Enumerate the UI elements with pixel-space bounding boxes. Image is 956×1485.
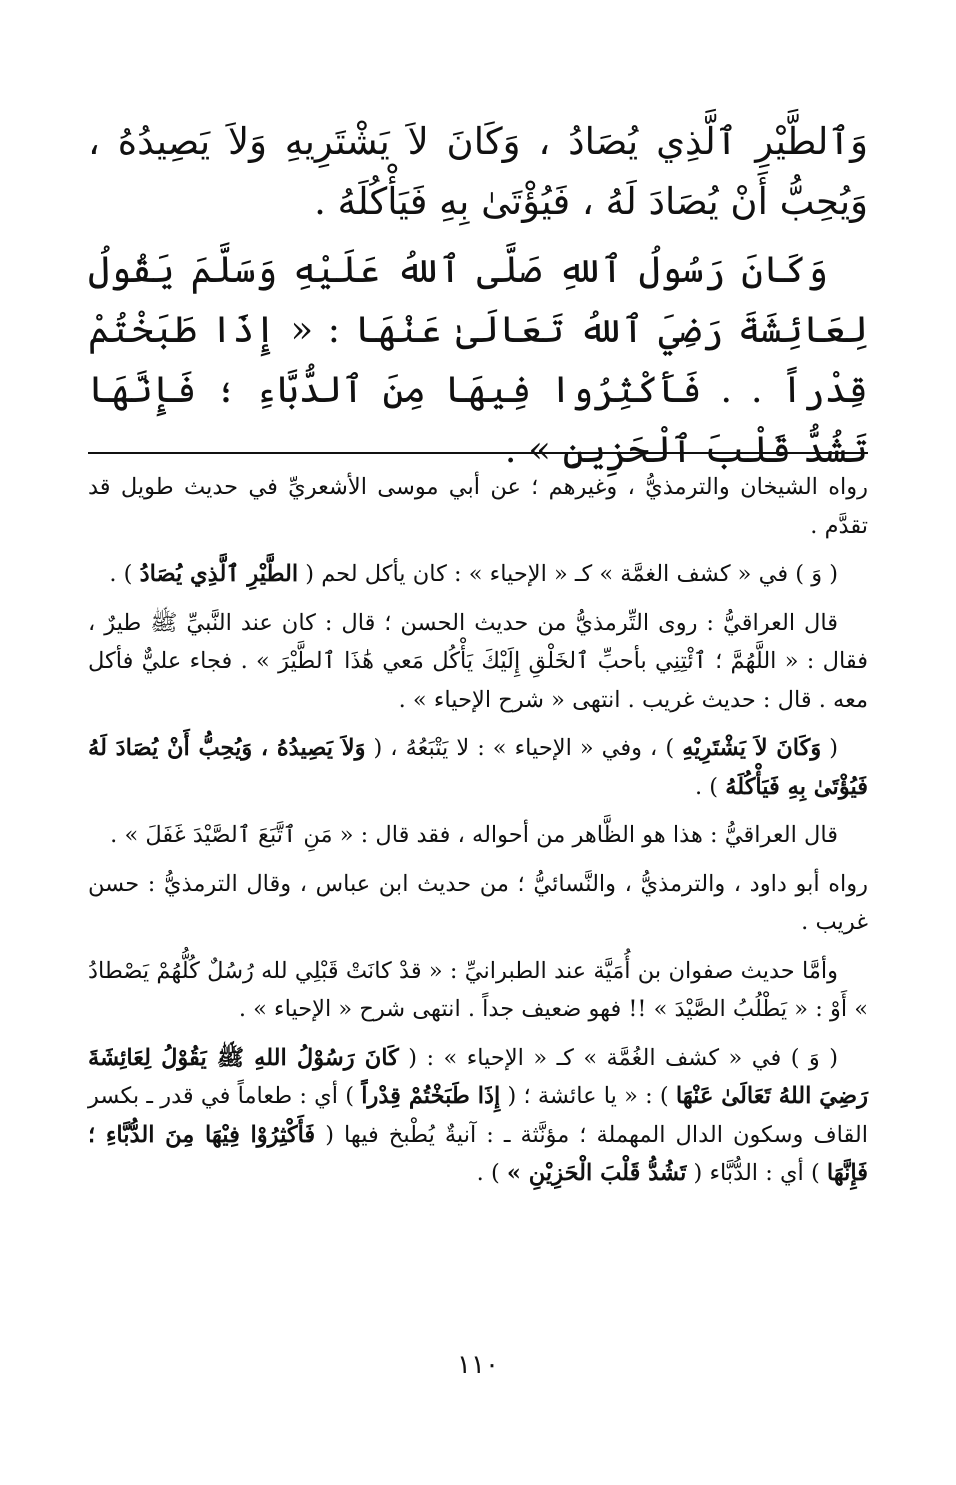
- fn2-end: ) .: [109, 561, 140, 587]
- fn8-mid-1: ) : « يا عائشة ؛ (: [500, 1083, 676, 1109]
- footnote-paragraph-5: قال العراقيُّ : هذا هو الظَّاهر من أحواله ، فقد قال : « مَنِ ٱتَّبَعَ ٱلصَّيْدَ غَفَلَ » .: [110, 822, 838, 848]
- footnote-paragraph-6: رواه أبو داود ، والترمذيُّ ، والنَّسائيُّ ؛ من حديث ابن عباس ، وقال الترمذيُّ : حسن غريب .: [88, 870, 868, 935]
- footnotes: [88, 468, 868, 1203]
- fn8-start: ( وَ ) في « كشف الغُمَّة » كـ « الإحياء » : (: [398, 1044, 839, 1071]
- fn2-bold: الطَّيْرِ ٱلَّذِي يُصَادُ: [139, 561, 299, 587]
- fn4-mid: ) ، وفي « الإحياء » : لا يَتْبَعُهُ ، (: [365, 735, 683, 761]
- page-number: ١١٠: [457, 1350, 499, 1380]
- footnote-paragraph-8: [88, 1039, 868, 1193]
- footnote-paragraph-7: وأمَّا حديث صفوان بن أُمَيَّة عند الطبرانيِّ : « قدْ كانَتْ قَبْلِي لله رُسُلٌ كُلُّهُمْ يَصْطادُ » أَوْ : « يَطْلُبُ الصَّيْدَ » !! فهو ضعيف جداً . انتهى شرح « الإحياء » .: [88, 957, 868, 1022]
- fn2-text: ( وَ ) في « كشف الغمَّة » كـ « الإحياء » : كان يأكل لحم (: [298, 561, 838, 587]
- fn8-mid-3: ) أي : الدُّبَّاء (: [686, 1160, 827, 1186]
- footnote-paragraph-2: [88, 555, 868, 594]
- fn4-start: (: [821, 735, 838, 761]
- fn4-bold-2: وَلاَ يَصِيدُهُ ، وَيُحِبُّ أَنْ يُصَادَ لَهُ فَيُؤْتَىٰ بِهِ فَيَأْكُلَهُ: [88, 735, 868, 800]
- footnote-paragraph-3: قال العراقيُّ : روى التِّرمذيُّ من حديث الحسن ؛ قال : كان عند النَّبيِّ ﷺ طيرٌ ، فقال : « اللَّهُمَّ ؛ ٱئْتِنِي بأحبِّ ٱلخَلْقِ إِلَيْكَ يَأْكُل مَعي هَٰذَا ٱلطَّيْرَ » . فجاء عليٌّ فأكل معه . قال : حديث غريب . انتهى « شرح الإحياء » .: [88, 609, 868, 713]
- fn8-bold-1: كَانَ رَسُوْلُ اللهِ ﷺ يَقُوْلُ لِعَائِشَةَ رَضِيَ اللهُ تَعَالَىٰ عَنْهَا: [88, 1044, 869, 1109]
- fn8-end: ) .: [476, 1160, 507, 1186]
- main-paragraph-2: وَكَانَ رَسُولُ ٱللهِ صَلَّى ٱللهُ عَلَيْهِ وَسَلَّمَ يَقُولُ لِعَائِشَةَ رَضِيَ ٱللهُ تَعَالَىٰ عَنْهَا : « إِذَا طَبَخْتُمْ قِدْراً . . فَأَكْثِرُوا فِيهَا مِنَ ٱلدُّبَّاءِ ؛ فَإِنَّهَا تَشُدُّ قَلْبَ ٱلْحَزِينِ » .: [88, 248, 868, 471]
- fn8-bold-3: فَأَكْثِرُوْا فِيْهَا مِنَ الدُّبَّاءِ ؛ فَإِنَّهَا: [88, 1121, 868, 1186]
- footnote-divider: [88, 452, 868, 454]
- fn4-end: ) .: [694, 773, 726, 800]
- fn8-mid-2: ) أي : طعاماً في قدر ـ بكسر القاف وسكون الدال المهملة ؛ مؤنَّثة ـ : آنيةٌ يُطْبخ فيها (: [88, 1083, 868, 1148]
- footnote-paragraph-4: [88, 729, 868, 806]
- fn4-bold-1: وَكَانَ لاَ يَشْتَرِيْهِ: [682, 735, 822, 761]
- main-paragraph-1: وَٱلطَّيْرِ ٱلَّذِي يُصَادُ ، وَكَانَ لاَ يَشْتَرِيهِ وَلاَ يَصِيدُهُ ، وَيُحِبُّ أَنْ يُصَادَ لَهُ ، فَيُؤْتَىٰ بِهِ فَيَأْكُلَهُ .: [88, 120, 868, 223]
- footnote-paragraph-1: رواه الشيخان والترمذيُّ ، وغيرهم ؛ عن أبي موسى الأشعريِّ في حديث طويل قد تقدَّم .: [88, 474, 868, 539]
- fn8-bold-4: تَشُدُّ قَلْبَ الْحَزِيْنِ »: [506, 1160, 687, 1186]
- main-text: [88, 112, 868, 488]
- fn8-bold-2: إِذَا طَبَخْتُمْ قِدْراً: [361, 1083, 501, 1109]
